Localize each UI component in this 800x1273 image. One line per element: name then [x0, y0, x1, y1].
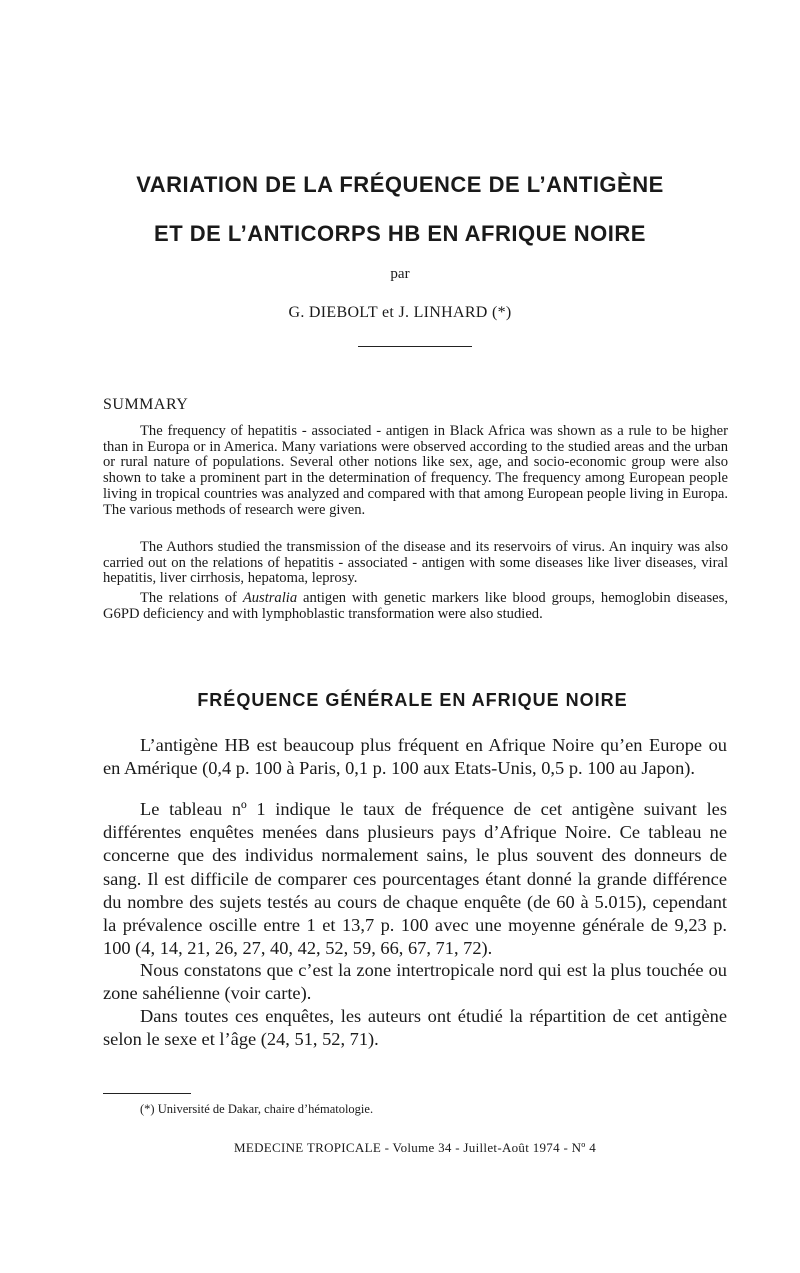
summary-text-3-italic: Australia	[242, 590, 298, 606]
article-title-line-1: VARIATION DE LA FRÉQUENCE DE L’ANTIGÈNE	[136, 172, 664, 197]
section-heading: FRÉQUENCE GÉNÉRALE EN AFRIQUE NOIRE	[197, 690, 628, 710]
body-text-2: Le tableau nº 1 indique le taux de fréquence de cet antigène suivant les différentes enquêtes menées dans plusieurs pays d’Afrique Noire. Ce tableau ne concerne que des individus normalement sains, le plus souvent des donneurs de sang. Il est difficile de comparer ces pourcentages étant donné la grande différence du nombre des sujets testés au cours de chaque enquête (de 60 à 5.015), cependant la prévalence oscille entre 1 et 13,7 p. 100 avec une moyenne générale de 9,23 p. 100 (4, 14, 21, 26, 27, 40, 42, 52, 59, 66, 67, 71, 72).	[103, 799, 727, 959]
footnote: (*) Université de Dakar, chaire d’hématologie.	[140, 1102, 374, 1116]
journal-footer: MEDECINE TROPICALE - Volume 34 - Juillet-Août 1974 - Nº 4	[233, 1140, 596, 1155]
summary-paragraph-3	[103, 591, 728, 622]
title-divider	[358, 346, 472, 347]
article-title-line-2: ET DE L’ANTICORPS HB EN AFRIQUE NOIRE	[154, 221, 646, 246]
author-names: G. DIEBOLT et J. LINHARD (*)	[288, 304, 512, 321]
body-text-1: L’antigène HB est beaucoup plus fréquent en Afrique Noire qu’en Europe ou en Amérique (0,4 p. 100 à Paris, 0,1 p. 100 aux Etats-Unis, 0,5 p. 100 au Japon).	[103, 735, 727, 779]
body-paragraph-2	[103, 798, 727, 960]
summary-heading: SUMMARY	[103, 396, 189, 413]
body-text-4: Dans toutes ces enquêtes, les auteurs ont étudié la répartition de cet antigène selon le sexe et l’âge (24, 51, 52, 71).	[103, 1006, 727, 1050]
body-paragraph-3	[103, 959, 727, 1005]
body-text-3: Nous constatons que c’est la zone intertropicale nord qui est la plus touchée ou zone sahélienne (voir carte).	[103, 960, 727, 1004]
summary-text-2: The Authors studied the transmission of the disease and its reservoirs of virus. An inquiry was also carried out on the relations of hepatitis - associated - antigen with some diseases like liver diseases, viral hepatitis, liver cirrhosis, hepatoma, leprosy.	[103, 539, 728, 587]
byline-par: par	[390, 266, 410, 282]
body-paragraph-1	[103, 734, 727, 780]
summary-text-1: The frequency of hepatitis - associated - antigen in Black Africa was shown as a rule to be higher than in Europa or in America. Many variations were observed according to the studied areas and the urban or rural nature of populations. Several other notions like sex, age, and socio-economic group were also shown to take a prominent part in the determination of frequency. The frequency among European people living in tropical countries was analyzed and compared with that among European people living in Europa. The various methods of research were given.	[103, 423, 728, 518]
summary-paragraph-1	[103, 424, 728, 518]
summary-text-3	[103, 591, 728, 622]
footnote-divider	[103, 1093, 191, 1094]
summary-paragraph-2	[103, 540, 728, 587]
summary-text-3-end: antigen with genetic markers like blood groups, hemoglobin diseases, G6PD deficiency and with lymphoblastic transformation were also studied.	[103, 590, 728, 622]
summary-text-3-start: The relations of	[140, 590, 243, 606]
body-paragraph-4	[103, 1005, 727, 1051]
